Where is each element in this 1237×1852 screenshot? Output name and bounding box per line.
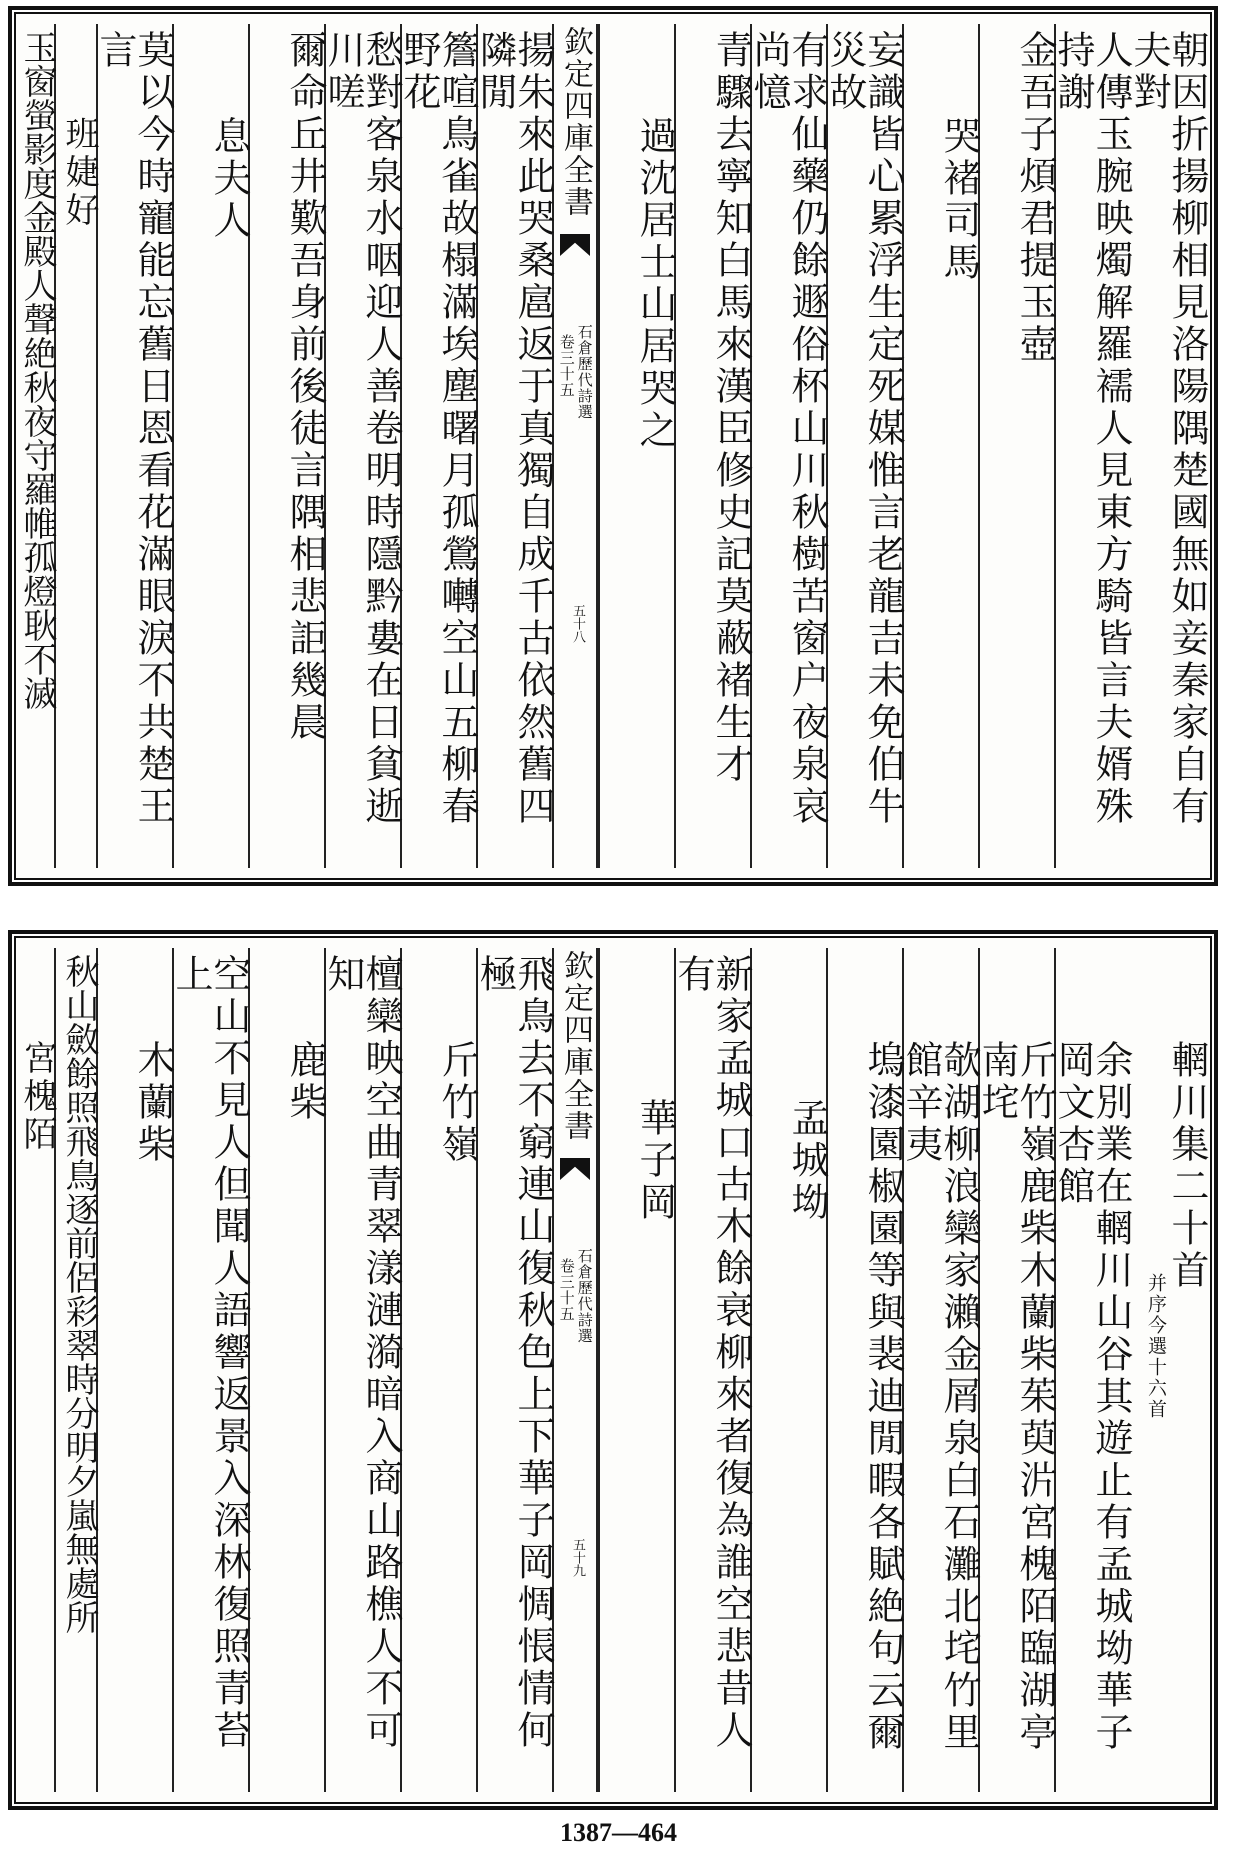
- page-number: 五十八: [570, 604, 585, 643]
- volume-label: 卷三十五: [557, 1258, 576, 1322]
- column-text: 秋山斂餘照飛鳥逐前侶彩翠時分明夕嵐無處所: [59, 954, 99, 1634]
- column-text: 余別業在輞川山谷其遊止有孟城坳華子岡文杏館: [1051, 1040, 1133, 1754]
- book-title: 石倉歷代詩選: [575, 324, 594, 420]
- text-column: [975, 948, 1057, 1792]
- text-column: [826, 948, 905, 1792]
- poem-title: 過沈居士山居哭之: [633, 116, 677, 452]
- text-column: [169, 948, 251, 1792]
- column-text: 檀欒映空曲青翠漾漣漪暗入商山路樵人不可知: [321, 954, 403, 1752]
- column-text: 玉窗螢影度金殿人聲絶秋夜守羅帷孤燈耿不滅: [17, 30, 57, 710]
- text-column: [674, 24, 753, 868]
- text-column: [598, 24, 677, 868]
- text-column: [1051, 948, 1133, 1792]
- column-text: 人傳玉腕映燭解羅襦人見東方騎皆言夫婿殊持謝: [1051, 30, 1133, 828]
- text-column: [248, 24, 327, 868]
- collection-note: 并序今選十六首: [1145, 1273, 1167, 1420]
- top-page: [8, 6, 1218, 886]
- collection-title: 輞川集二十首: [1165, 1040, 1209, 1292]
- catalog-number: 1387—464: [560, 1818, 677, 1847]
- fish-tail-mark: [560, 234, 590, 256]
- column-text: 新家孟城口古木餘衰柳來者復為誰空悲昔人有: [671, 954, 753, 1752]
- column-text: 爾命丘井歎吾身前後徒言隅相悲詎幾晨: [283, 30, 327, 744]
- column-text: 簷喧鳥雀故榻滿埃塵曙月孤鶯囀空山五柳春野花: [397, 30, 479, 828]
- text-column: [54, 24, 99, 868]
- center-fold: [552, 948, 598, 1792]
- column-text: 有求仙藥仍餘遯俗杯山川秋樹苦窗户夜泉哀尚憶: [747, 30, 829, 828]
- poem-title: 木蘭柴: [131, 1040, 175, 1166]
- text-column: [172, 24, 251, 868]
- column-text: 空山不見人但聞人語響返景入深林復照青苔上: [169, 954, 251, 1752]
- book-title: 石倉歷代詩選: [575, 1248, 594, 1344]
- poem-title: 哭褚司馬: [937, 116, 981, 284]
- text-column: [397, 24, 479, 868]
- center-fold: [552, 24, 598, 868]
- column-text: 愁對客泉水咽迎人善卷明時隱黔婁在日貧逝川嗟: [321, 30, 403, 828]
- text-column: [93, 24, 175, 868]
- poem-title: 班婕好: [59, 116, 99, 230]
- bottom-page: [8, 930, 1218, 1810]
- text-column: [1127, 24, 1209, 868]
- poem-title: 息夫人: [207, 116, 251, 242]
- volume-label: 卷三十五: [557, 334, 576, 398]
- text-column: [902, 24, 981, 868]
- column-text: 青驟去寧知白馬來漢臣修史記莫蔽褚生才: [709, 30, 753, 786]
- poem-title: 孟城坳: [785, 1098, 829, 1224]
- text-column: [321, 948, 403, 1792]
- text-column: [899, 948, 981, 1792]
- page-number: 五十九: [570, 1538, 585, 1577]
- text-column: [747, 24, 829, 868]
- column-text: 莫以今時寵能忘舊日恩看花滿眼淚不共楚王言: [93, 30, 175, 828]
- poem-title: 斤竹嶺: [435, 1040, 479, 1166]
- column-text: 妄識皆心累浮生定死媒惟言老龍吉未免伯牛災故: [823, 30, 905, 828]
- poem-title: 宮槐陌: [17, 1040, 57, 1154]
- text-column: [1051, 24, 1133, 868]
- center-label: 欽定四庫全書: [558, 950, 593, 1142]
- column-text: 塢漆園椒園等與裴迪閒暇各賦絶句云爾: [861, 1040, 905, 1754]
- text-column: [12, 948, 57, 1792]
- text-column: [473, 948, 555, 1792]
- text-column: [671, 948, 753, 1792]
- text-column: [321, 24, 403, 868]
- text-column: [598, 948, 677, 1792]
- text-column: [54, 948, 99, 1792]
- text-column: [823, 24, 905, 868]
- text-column: [400, 948, 479, 1792]
- column-text: 飛鳥去不窮連山復秋色上下華子岡惆悵情何極: [473, 954, 555, 1752]
- fish-tail-mark: [560, 1158, 590, 1180]
- text-column: [96, 948, 175, 1792]
- text-column: [750, 948, 829, 1792]
- poem-title: 華子岡: [633, 1098, 677, 1224]
- text-column: [978, 24, 1057, 868]
- column-text: 揚朱來此哭桑扈返于真獨自成千古依然舊四隣閒: [473, 30, 555, 828]
- text-column: [1130, 948, 1209, 1792]
- center-label: 欽定四庫全書: [558, 26, 593, 218]
- column-text: 欹湖柳浪欒家瀨金屑泉白石灘北垞竹里館辛夷: [899, 1040, 981, 1754]
- column-text: 斤竹嶺鹿柴木蘭柴茱萸沜宮槐陌臨湖亭南垞: [975, 1040, 1057, 1754]
- column-text: 朝因折揚柳相見洛陽隅楚國無如妾秦家自有夫對: [1127, 30, 1209, 828]
- text-column: [473, 24, 555, 868]
- column-text: 金吾子煩君提玉壺: [1013, 30, 1057, 366]
- text-column: [248, 948, 327, 1792]
- text-column: [12, 24, 57, 868]
- poem-title: 鹿柴: [283, 1040, 327, 1124]
